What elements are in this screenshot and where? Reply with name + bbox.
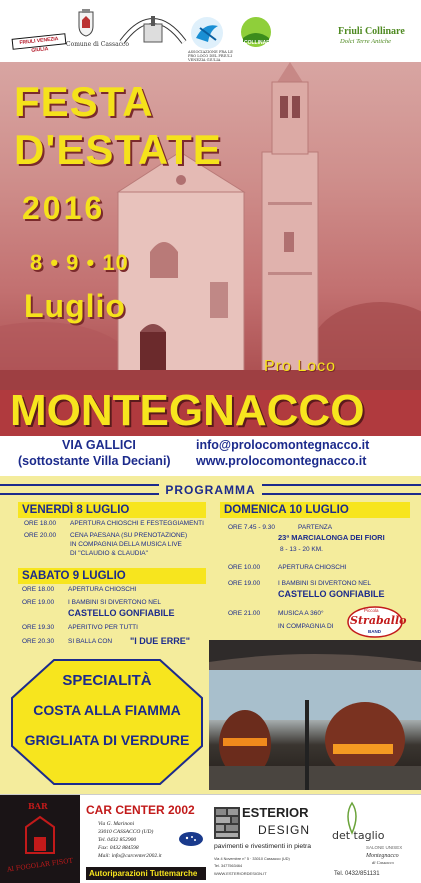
bar-name: Al FOGOLAR FISOT: [6, 856, 74, 874]
year-title: 2016: [22, 190, 106, 226]
title-band: [0, 386, 421, 436]
specialita-heading: SPECIALITÀ: [62, 672, 152, 689]
dettaglio-sub: SALONE UNISEX: [366, 845, 403, 850]
email-link[interactable]: info@prolocomontegnacco.it: [196, 438, 370, 452]
car-center-mail: Mail: info@carcenter2002.it: [98, 853, 162, 859]
straballo-logo: [346, 604, 407, 640]
esterior-name: ESTERIOR: [242, 805, 309, 820]
straballo-band: BAND: [368, 629, 381, 634]
saturday-event-4: ORE 20.30 SI BALLA CON "I DUE ERRE": [22, 636, 191, 646]
car-center-fax: Fax: 0432 884598: [98, 845, 139, 851]
collinare-label: COLLINARE: [244, 40, 274, 46]
sponsors-strip: [0, 794, 421, 883]
dettaglio-name: det taglio: [332, 829, 385, 842]
saturday-event-2: ORE 19.00 I BAMBINI SI DIVERTONO NEL: [22, 599, 161, 606]
friday-event-2: ORE 20.00 CENA PAESANA (SU PRENOTAZIONE): [24, 532, 188, 539]
fvg-badge: FRIULI VENEZIA GIULIA: [12, 33, 67, 50]
saturday-event-2b: CASTELLO GONFIABILE: [68, 608, 175, 618]
subaru-logo-icon: [178, 831, 204, 847]
esterior-design: DESIGN: [258, 823, 311, 837]
dettaglio-place: Montegnacco: [366, 853, 399, 859]
friday-event-2c: DI "CLAUDIO & CLAUDIA": [70, 550, 148, 557]
esterior-sub: pavimenti e rivestimenti in pietra: [214, 843, 312, 850]
sunday-event-1c: 8 - 13 - 20 KM.: [280, 546, 323, 553]
festa-title: FESTA: [14, 78, 154, 125]
esterior-web[interactable]: WWW.ESTERIORDESIGN.IT: [214, 871, 267, 876]
straballo-small: Piccola: [364, 608, 379, 613]
website-link[interactable]: www.prolocomontegnacco.it: [196, 454, 367, 468]
car-center-tel: Tel. 0432 852900: [98, 837, 137, 843]
saturday-event-3: ORE 19.30 APERITIVO PER TUTTI: [22, 624, 138, 631]
sunday-event-1b: 23ª MARCIALONGA DEI FIORI: [278, 533, 385, 542]
montegnacco-title: MONTEGNACCO: [10, 386, 365, 435]
specialita-line1: COSTA ALLA FIAMMA: [33, 702, 181, 718]
car-center-street: Via G. Marinoni: [98, 821, 135, 827]
straballo-name: Straballo: [350, 614, 407, 627]
bar-label: BAR: [28, 801, 48, 811]
sponsor-bar: [0, 795, 80, 883]
friday-event-1: ORE 18.00 APERTURA CHIOSCHI E FESTEGGIAMENTI: [24, 520, 204, 527]
fogolar-hearth-icon: [20, 813, 60, 855]
proloco-seal-icon: [118, 8, 188, 48]
specialita-badge: [10, 658, 204, 786]
esterior-tel: Tel. 3477563464: [214, 864, 243, 868]
comune-label: Comune di Cassacco: [66, 41, 129, 48]
program-heading: PROGRAMMA: [0, 483, 421, 497]
saturday-event-1: ORE 18.00 APERTURA CHIOSCHI: [22, 586, 137, 593]
friuli-collinare-sub: Dolci Terre Antiche: [340, 38, 392, 45]
destate-title: D'ESTATE: [14, 126, 222, 173]
sunday-event-3b: CASTELLO GONFIABILE: [278, 589, 385, 599]
sponsor-car-center: [82, 795, 210, 883]
hero-banner: [0, 62, 421, 390]
sunday-event-2: ORE 10.00 APERTURA CHIOSCHI: [228, 564, 347, 571]
grill-scene-icon: [209, 640, 421, 790]
stone-wall-icon: [214, 807, 240, 839]
comune-crest-icon: [77, 8, 95, 38]
car-center-city: 33010 CASSACCO (UD): [98, 829, 154, 835]
grill-photo: [209, 640, 421, 790]
esterior-addr: Via 4 Novembre n° 5 · 33010 Cassacco (UD): [214, 857, 290, 861]
friday-heading: VENERDÌ 8 LUGLIO: [18, 502, 206, 518]
sponsor-dettaglio: [326, 795, 421, 883]
sunday-event-1: ORE 7.45 - 9.30 PARTENZA: [228, 524, 333, 531]
saturday-heading: SABATO 9 LUGLIO: [18, 568, 206, 584]
friuli-collinare-title: Friuli Collinare: [338, 26, 405, 37]
car-center-name: CAR CENTER 2002: [86, 803, 195, 817]
sunday-event-4b: IN COMPAGNIA DI: [278, 623, 334, 630]
sunday-heading: DOMENICA 10 LUGLIO: [220, 502, 410, 518]
proloco-title: Pro Loco: [264, 358, 337, 375]
sunday-event-4: ORE 21.00 MUSICA A 360°: [228, 610, 324, 617]
month-title: Luglio: [24, 288, 126, 324]
sponsor-esterior: [212, 795, 324, 883]
street-label: VIA GALLICI: [62, 438, 136, 452]
sunday-event-3: ORE 19.00 I BAMBINI SI DIVERTONO NEL: [228, 580, 371, 587]
friday-event-2b: IN COMPAGNIA DELLA MUSICA LIVE: [70, 541, 182, 548]
location-note: (sottostante Villa Deciani): [18, 454, 171, 468]
address-block: [0, 436, 421, 476]
dates-title: 8 • 9 • 10: [30, 250, 129, 275]
dettaglio-tel: Tel. 0432/851131: [334, 871, 380, 877]
dettaglio-place2: di Cassacco: [372, 860, 394, 865]
logo-strip: [0, 0, 421, 62]
assoc-label: ASSOCIAZIONE FRA LE PRO LOCO DEL FRIULI VENEZIA GIULIA: [188, 50, 233, 62]
specialita-line2: GRIGLIATA DI VERDURE: [24, 732, 190, 748]
assoc-logo-icon: [190, 16, 224, 50]
car-center-tagline: Autoriparazioni Tuttemarche: [86, 867, 206, 880]
